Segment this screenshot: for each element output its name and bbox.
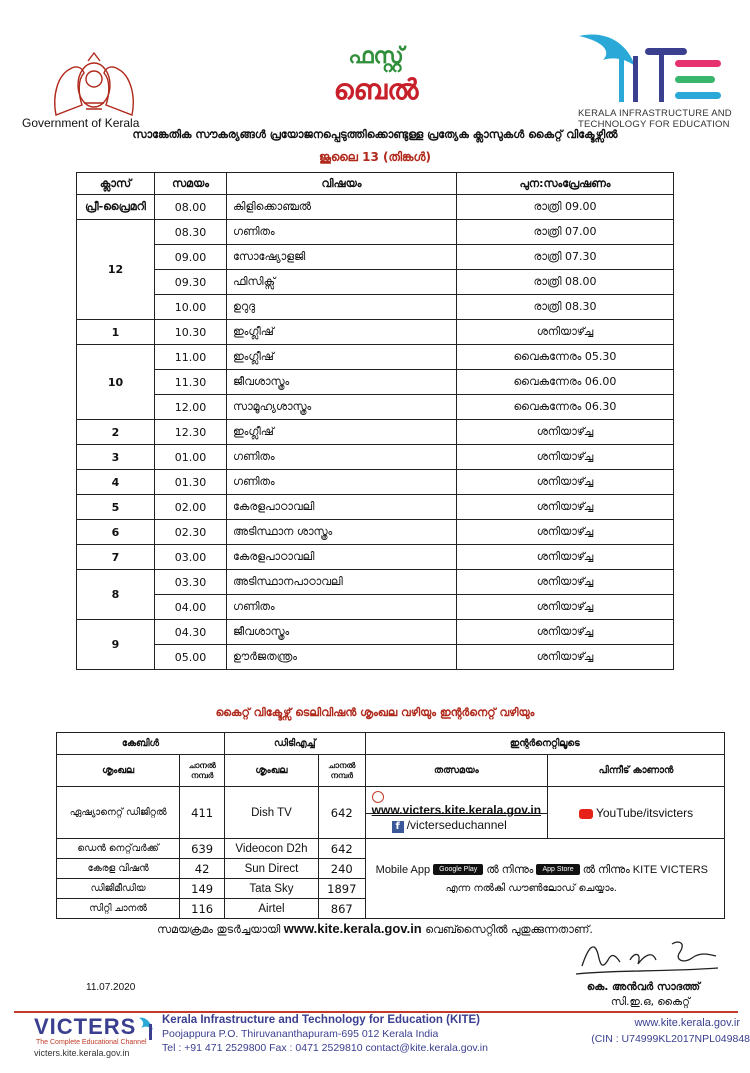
signature-icon (572, 930, 722, 982)
kite-mini-icon (137, 1014, 157, 1042)
live-links-cell (365, 787, 547, 839)
schedule-row (77, 445, 674, 470)
class-cell: 2 (77, 420, 155, 445)
channel-group-header-row (57, 733, 725, 755)
schedule-row (77, 420, 674, 445)
time-cell: 08.00 (155, 195, 227, 220)
rebroadcast-cell: ശനിയാഴ്ച്ച (456, 570, 673, 595)
schedule-row (77, 220, 674, 245)
rebroadcast-cell: ശനിയാഴ്ച്ച (456, 445, 673, 470)
rebroadcast-cell: രാത്രി 08.00 (456, 270, 673, 295)
internet-header: ഇന്റർനെറ്റിലൂടെ (365, 733, 724, 755)
rebroadcast-cell: വൈകന്നേരം 05.30 (456, 345, 673, 370)
time-cell: 01.00 (155, 445, 227, 470)
subject-cell: അടിസ്ഥാനപാഠാവലി (227, 570, 457, 595)
footer-divider (14, 1011, 738, 1013)
class-cell: 7 (77, 545, 155, 570)
dth-name: Sun Direct (225, 859, 319, 879)
subject-cell: ഗണിതം (227, 595, 457, 620)
mobile-app-label: Mobile App (375, 863, 431, 876)
subject-cell: കേരളപാഠാവലി (227, 495, 457, 520)
rebroadcast-cell: രാത്രി 07.30 (456, 245, 673, 270)
class-cell: 5 (77, 495, 155, 520)
dth-number: 642 (318, 839, 365, 859)
google-play-badge[interactable]: Google Play (433, 864, 483, 875)
kite-logo-icon (575, 26, 725, 110)
dth-number: 642 (318, 787, 365, 839)
kite-website-link[interactable]: www.kite.kerala.gov.in (283, 921, 422, 936)
cable-name: ഡിജിമീഡിയ (57, 879, 180, 899)
organisation-contact: Tel : +91 471 2529800 Fax : 0471 2529810 contact@kite.kerala.gov.in (162, 1042, 488, 1054)
subject-cell: ജീവശാസ്ത്രം (227, 370, 457, 395)
replay-links-cell (548, 787, 725, 839)
site-note-suffix: വെബ്സൈറ്റിൽ പുതുക്കുന്നതാണ്. (425, 923, 593, 936)
schedule-row (77, 495, 674, 520)
class-cell: 1 (77, 320, 155, 345)
mobile-app-cell (365, 839, 724, 919)
cable-name: സിറ്റി ചാനൽ (57, 899, 180, 919)
channel-row (57, 787, 725, 839)
channel-row (57, 839, 725, 859)
rebroadcast-cell: ശനിയാഴ്ച്ച (456, 320, 673, 345)
subject-cell: ഗണിതം (227, 445, 457, 470)
dth-channel-no-label: ചാനൽ നമ്പർ (318, 755, 365, 787)
schedule-body (77, 195, 674, 670)
time-cell: 11.30 (155, 370, 227, 395)
schedule-row (77, 470, 674, 495)
document-title: സാങ്കേതിക സൗകര്യങ്ങൾ പ്രയോജനപ്പെടുത്തിക്കൊണ്ടുള്ള പ്രത്യേക ക്ലാസുകൾ കൈറ്റ് വിക്ടേഴ്സിൽ (132, 128, 618, 141)
channel-availability-note: കൈറ്റ് വിക്ടേഴ്സ് ടെലിവിഷൻ ശൃംഖല വഴിയും ഇന്റർനെറ്റ് വഴിയും (215, 706, 535, 719)
subject-cell: ഇംഗ്ലീഷ് (227, 320, 457, 345)
cable-number: 639 (180, 839, 225, 859)
dth-network-label: ശൃംഖല (225, 755, 319, 787)
first-bell-logo-bottom: ബെൽ (333, 73, 419, 106)
rebroadcast-cell: ശനിയാഴ്ച്ച (456, 470, 673, 495)
class-cell: 6 (77, 520, 155, 545)
cable-name: കേരള വിഷൻ (57, 859, 180, 879)
dth-name: Dish TV (225, 787, 319, 839)
time-cell: 04.30 (155, 620, 227, 645)
channel-subheader-row (57, 755, 725, 787)
organisation-address: Poojappura P.O. Thiruvananthapuram-695 012 Kerala India (162, 1028, 439, 1040)
schedule-row (77, 570, 674, 595)
company-cin: (CIN : U74999KL2017NPL049848 (591, 1033, 750, 1045)
time-cell: 11.00 (155, 345, 227, 370)
kerala-emblem-icon (48, 45, 140, 119)
footer-website[interactable]: www.kite.kerala.gov.ir (634, 1017, 740, 1029)
live-label: തത്സമയം (365, 755, 547, 787)
class-cell: 9 (77, 620, 155, 670)
kite-full-name (578, 108, 732, 130)
time-cell: 03.00 (155, 545, 227, 570)
time-cell: 02.30 (155, 520, 227, 545)
subject-cell: ഗണിതം (227, 470, 457, 495)
first-bell-logo (328, 42, 424, 118)
dth-number: 240 (318, 859, 365, 879)
rebroadcast-cell: ശനിയാഴ്ച്ച (456, 520, 673, 545)
class-cell: 3 (77, 445, 155, 470)
cable-number: 411 (180, 787, 225, 839)
dth-name: Videocon D2h (225, 839, 319, 859)
cable-number: 149 (180, 879, 225, 899)
rebroadcast-cell: രാത്രി 09.00 (456, 195, 673, 220)
signer-name: കെ. അൻവർ സാദത്ത് (586, 981, 700, 993)
subject-cell: ഉറുദു (227, 295, 457, 320)
class-cell: 4 (77, 470, 155, 495)
time-cell: 08.30 (155, 220, 227, 245)
site-note-prefix: സമയക്രമം തുടർച്ചയായി (157, 923, 281, 936)
header-class: ക്ലാസ് (77, 173, 155, 195)
download-instruction: എന്ന നൽകി ഡൗൺലോഡ് ചെയ്യാം. (445, 882, 617, 894)
schedule-table (76, 172, 674, 670)
time-cell: 09.00 (155, 245, 227, 270)
victers-logo: VICTERS (34, 1014, 137, 1039)
dth-header: ഡിടിഎച്ച് (225, 733, 366, 755)
rebroadcast-cell: ശനിയാഴ്ച്ച (456, 420, 673, 445)
victers-url[interactable]: victers.kite.kerala.gov.in (34, 1048, 130, 1058)
time-cell: 02.00 (155, 495, 227, 520)
signer-title: സി.ഇ.ഒ, കൈറ്റ് (610, 996, 690, 1008)
schedule-row (77, 345, 674, 370)
subject-cell: സോഷ്യോളജി (227, 245, 457, 270)
time-cell: 05.00 (155, 645, 227, 670)
header-subject: വിഷയം (227, 173, 457, 195)
cable-channel-no-label: ചാനൽ നമ്പർ (180, 755, 225, 787)
header-time: സമയം (155, 173, 227, 195)
website-icon (372, 791, 384, 803)
rebroadcast-cell: വൈകന്നേരം 06.00 (456, 370, 673, 395)
first-bell-logo-top: ഫസ്റ്റ് (348, 44, 404, 69)
rebroadcast-cell: ശനിയാഴ്ച്ച (456, 645, 673, 670)
dth-name: Airtel (225, 899, 319, 919)
cable-header: കേബിൾ (57, 733, 225, 755)
rebroadcast-cell: വൈകന്നേരം 06.30 (456, 395, 673, 420)
time-cell: 12.30 (155, 420, 227, 445)
subject-cell: ഇംഗ്ലീഷ് (227, 345, 457, 370)
schedule-row (77, 320, 674, 345)
rebroadcast-cell: രാത്രി 08.30 (456, 295, 673, 320)
schedule-row (77, 295, 674, 320)
schedule-row (77, 545, 674, 570)
subject-cell: ഊർജതന്ത്രം (227, 645, 457, 670)
app-store-badge[interactable]: App Store (536, 864, 579, 875)
schedule-row (77, 645, 674, 670)
subject-cell: ഫിസിക്സ് (227, 270, 457, 295)
channel-table (56, 732, 725, 919)
schedule-row (77, 195, 674, 220)
subject-cell: ഇംഗ്ലീഷ് (227, 420, 457, 445)
class-cell: പ്രീ-പ്രൈമറി (77, 195, 155, 220)
time-cell: 03.30 (155, 570, 227, 595)
schedule-row (77, 370, 674, 395)
time-cell: 10.30 (155, 320, 227, 345)
schedule-row (77, 245, 674, 270)
victers-website-link[interactable]: www.victers.kite.kerala.gov.in (371, 803, 542, 817)
schedule-header-row (77, 173, 674, 195)
kite-name-line-1: KERALA INFRASTRUCTURE AND (578, 108, 732, 119)
rebroadcast-cell: ശനിയാഴ്ച്ച (456, 595, 673, 620)
class-cell: 10 (77, 345, 155, 420)
time-cell: 01.30 (155, 470, 227, 495)
victers-tagline: The Complete Educational Channel (36, 1039, 147, 1046)
subject-cell: ജീവശാസ്ത്രം (227, 620, 457, 645)
kite-name-line-2: TECHNOLOGY FOR EDUCATION (578, 119, 730, 130)
app-name-text: ൽ നിന്നും KITE VICTERS (582, 863, 708, 876)
facebook-icon: f (392, 821, 404, 833)
cable-number: 116 (180, 899, 225, 919)
schedule-row (77, 620, 674, 645)
subject-cell: ഗണിതം (227, 220, 457, 245)
schedule-row (77, 395, 674, 420)
rebroadcast-cell: ശനിയാഴ്ച്ച (456, 495, 673, 520)
class-cell: 12 (77, 220, 155, 320)
subject-cell: സാമൂഹ്യശാസ്ത്രം (227, 395, 457, 420)
schedule-row (77, 270, 674, 295)
youtube-icon (579, 809, 593, 819)
organisation-name: Kerala Infrastructure and Technology for Education (KITE) (162, 1014, 480, 1026)
header-rebroadcast: പുന:സംപ്രേഷണം (456, 173, 673, 195)
government-of-kerala-label: Government of Kerala (22, 116, 140, 130)
youtube-link[interactable]: YouTube/itsvicters (595, 805, 694, 820)
cable-name: ഡെൻ നെറ്റ്‌വർക്ക് (57, 839, 180, 859)
signature-date: 11.07.2020 (86, 982, 136, 993)
dth-name: Tata Sky (225, 879, 319, 899)
schedule-date: ജൂലൈ 13 (തിങ്കൾ) (318, 150, 432, 164)
schedule-row (77, 595, 674, 620)
class-cell: 8 (77, 570, 155, 620)
dth-number: 867 (318, 899, 365, 919)
facebook-link[interactable]: /victerseduchannel (406, 818, 507, 832)
rebroadcast-cell: ശനിയാഴ്ച്ച (456, 620, 673, 645)
from-text: ൽ നിന്നും (486, 863, 534, 876)
subject-cell: കിളിക്കൊഞ്ചൽ (227, 195, 457, 220)
dth-number: 1897 (318, 879, 365, 899)
time-cell: 04.00 (155, 595, 227, 620)
subject-cell: കേരളപാഠാവലി (227, 545, 457, 570)
subject-cell: അടിസ്ഥാന ശാസ്ത്രം (227, 520, 457, 545)
cable-network-label: ശൃംഖല (57, 755, 180, 787)
schedule-row (77, 520, 674, 545)
cable-number: 42 (180, 859, 225, 879)
replay-label: പിന്നീട് കാണാൻ (548, 755, 725, 787)
time-cell: 10.00 (155, 295, 227, 320)
rebroadcast-cell: രാത്രി 07.00 (456, 220, 673, 245)
cable-name: ഏഷ്യാനെറ്റ് ഡിജിറ്റൽ (57, 787, 180, 839)
time-cell: 09.30 (155, 270, 227, 295)
time-cell: 12.00 (155, 395, 227, 420)
rebroadcast-cell: ശനിയാഴ്ച്ച (456, 545, 673, 570)
